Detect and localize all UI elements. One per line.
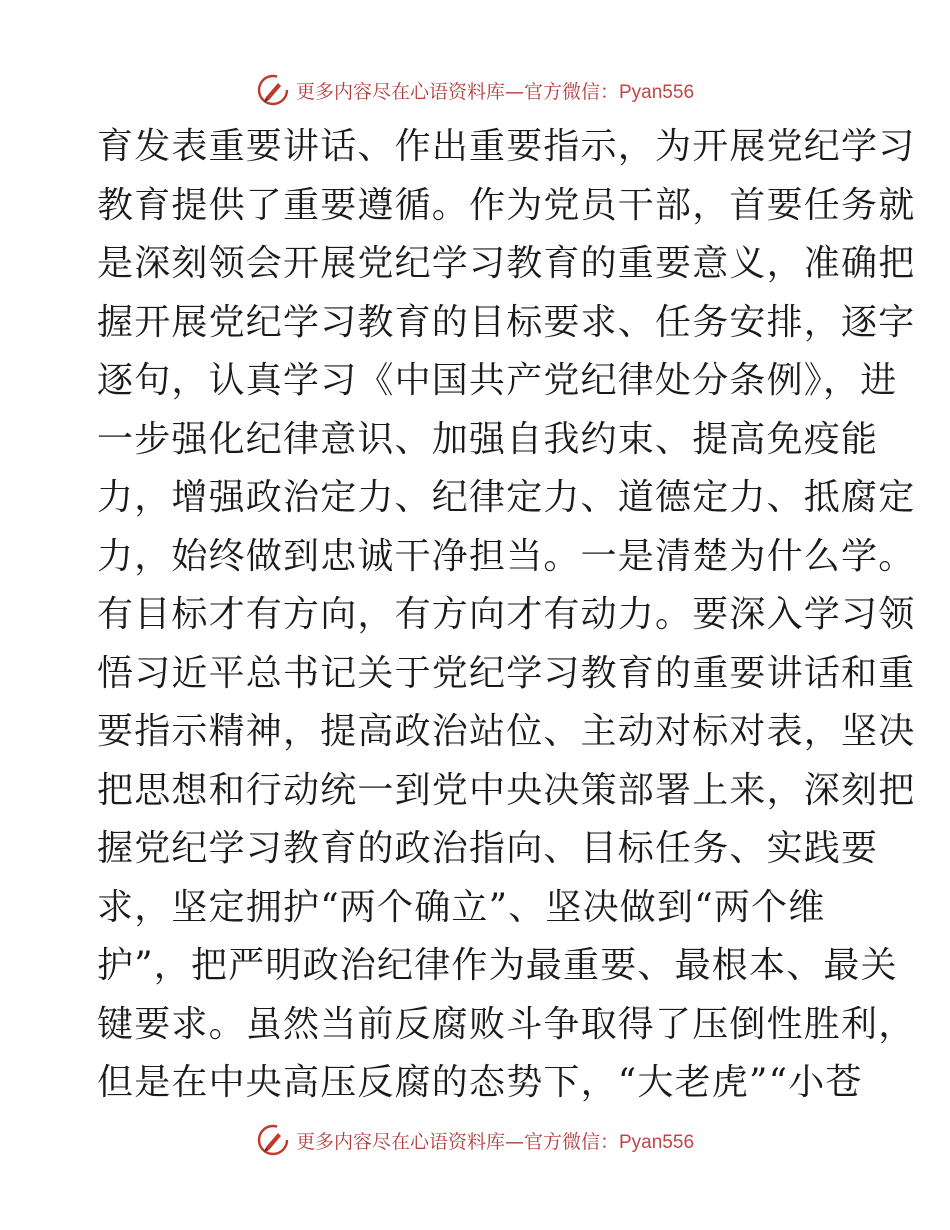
header-banner-title: 更多内容尽在心语资料库 xyxy=(295,80,505,103)
header-banner-text xyxy=(296,77,694,104)
body-text-line: 但是在中央高压反腐的态势下，“大老虎”“小苍 xyxy=(97,1062,863,1103)
header-banner xyxy=(0,70,950,110)
body-text-line: 悟习近平总书记关于党纪学习教育的重要讲话和重 xyxy=(97,652,916,694)
body-text-line: 键要求。虽然当前反腐败斗争取得了压倒性胜利， xyxy=(97,1003,916,1045)
footer-banner-title: 更多内容尽在心语资料库 xyxy=(295,1130,505,1153)
pen-circle-logo-icon xyxy=(256,73,290,107)
body-text-line: 求，坚定拥护“两个确立”、坚决做到“两个维 xyxy=(97,886,826,928)
body-text-line: 育发表重要讲话、作出重要指示，为开展党纪学习 xyxy=(97,126,916,167)
body-text-line: 一步强化纪律意识、加强自我约束、提高免疫能 xyxy=(97,418,879,460)
body-text-line: 力，始终做到忠诚干净担当。一是清楚为什么学。 xyxy=(97,535,916,577)
body-text-line: 握党纪学习教育的政治指向、目标任务、实践要 xyxy=(97,828,879,869)
footer-contact-account: Pyan556 xyxy=(619,1131,695,1153)
body-text-line: 有目标才有方向，有方向才有动力。要深入学习领 xyxy=(97,594,916,635)
footer-banner-text xyxy=(296,1127,694,1154)
body-text-line: 力，增强政治定力、纪律定力、道德定力、抵腐定 xyxy=(97,477,916,518)
footer-contact-label: 官方微信： xyxy=(523,1130,619,1153)
body-text-line: 教育提供了重要遵循。作为党员干部，首要任务就 xyxy=(97,184,916,226)
header-banner-separator: — xyxy=(504,80,524,103)
body-text-line: 把思想和行动统一到党中央决策部署上来，深刻把 xyxy=(97,769,916,811)
pen-circle-logo-icon xyxy=(256,1123,290,1157)
footer-banner xyxy=(0,1120,950,1160)
body-text-line: 要指示精神，提高政治站位、主动对标对表，坚决 xyxy=(97,711,916,752)
body-text-line: 握开展党纪学习教育的目标要求、任务安排，逐字 xyxy=(97,301,916,343)
footer-banner-separator: — xyxy=(504,1130,524,1153)
body-text-line: 逐句，认真学习《中国共产党纪律处分条例》，进 xyxy=(97,360,898,401)
body-text-line: 是深刻领会开展党纪学习教育的重要意义，准确把 xyxy=(97,243,916,284)
header-contact-label: 官方微信： xyxy=(523,80,619,103)
document-body xyxy=(97,118,916,1113)
body-text-line: 护”，把严明政治纪律作为最重要、最根本、最关 xyxy=(97,945,898,986)
header-contact-account: Pyan556 xyxy=(619,81,695,103)
